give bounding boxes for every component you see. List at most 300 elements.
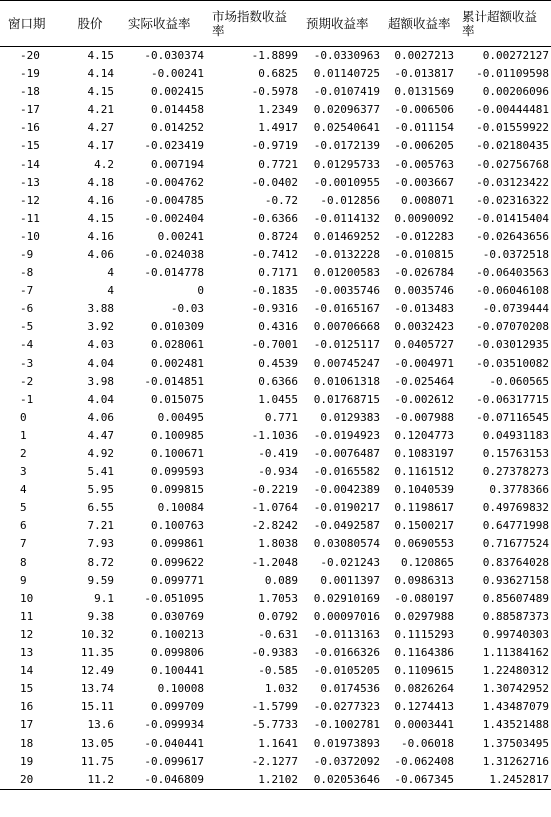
stock-price-cell: 5.41 <box>87 465 114 479</box>
market-index-return-cell: 1.7053 <box>258 591 298 605</box>
abnormal-return-cell: -0.006506 <box>394 103 454 117</box>
window-period-cell: 11 <box>20 609 34 623</box>
expected-return-cell: -0.0194923 <box>313 428 380 442</box>
window-period-cell: -12 <box>20 193 40 207</box>
cumulative-abnormal-return-cell: 1.22480312 <box>482 664 549 678</box>
market-index-return-cell: 1.0455 <box>258 392 298 406</box>
stock-price-cell: 4.16 <box>87 193 114 207</box>
market-index-return-cell: -2.8242 <box>251 519 298 533</box>
window-period-cell: 4 <box>20 483 27 497</box>
expected-return-cell: -0.0105205 <box>313 664 380 678</box>
table-row <box>0 101 551 119</box>
actual-return-cell: 0.002481 <box>151 356 204 370</box>
market-index-return-cell: 0.4539 <box>258 356 298 370</box>
table-row <box>0 572 551 590</box>
cumulative-abnormal-return-cell: 0.85607489 <box>482 591 549 605</box>
cumulative-abnormal-return-cell: -0.02316322 <box>476 193 549 207</box>
stock-price-cell: 6.55 <box>87 501 114 515</box>
cumulative-abnormal-return-cell: 1.30742952 <box>482 682 549 696</box>
header-stock-price: 股价 <box>54 1 122 47</box>
cumulative-abnormal-return-cell: 0.00206096 <box>482 85 549 99</box>
cumulative-abnormal-return-cell: -0.07070208 <box>476 320 549 334</box>
market-index-return-cell: 1.4917 <box>258 121 298 135</box>
table-row <box>0 698 551 716</box>
window-period-cell: -19 <box>20 67 40 81</box>
market-index-return-cell: 0.6366 <box>258 374 298 388</box>
window-period-cell: -20 <box>20 49 40 62</box>
window-period-cell: 6 <box>20 519 27 533</box>
table-row <box>0 771 551 790</box>
expected-return-cell: 0.02053646 <box>300 771 382 790</box>
stock-price-cell: 12.49 <box>80 664 114 678</box>
actual-return-cell: 0.099806 <box>151 646 204 660</box>
expected-return-cell: -0.0107419 <box>313 85 380 99</box>
window-period-cell: -2 <box>20 374 34 388</box>
stock-price-cell: 3.92 <box>87 320 114 334</box>
table-row <box>0 427 551 445</box>
table-row <box>0 47 551 66</box>
table-row <box>0 409 551 427</box>
abnormal-return-cell: -0.002612 <box>394 392 454 406</box>
window-period-cell: -16 <box>20 121 40 135</box>
cumulative-abnormal-return-cell: -0.06046108 <box>476 284 549 298</box>
expected-return-cell: -0.0165582 <box>313 465 380 479</box>
actual-return-cell: 0.100985 <box>151 428 204 442</box>
market-index-return-cell: -0.6366 <box>251 211 298 225</box>
expected-return-cell: -0.0042389 <box>313 483 380 497</box>
cumulative-abnormal-return-cell: 1.11384162 <box>482 646 549 660</box>
cumulative-abnormal-return-cell: 1.43521488 <box>482 718 549 732</box>
abnormal-return-cell: 0.120865 <box>401 555 454 569</box>
stock-price-cell: 13.05 <box>80 736 114 750</box>
stock-price-cell: 4.17 <box>87 139 114 153</box>
table-row <box>0 318 551 336</box>
cumulative-abnormal-return-cell: -0.00444481 <box>476 103 549 117</box>
expected-return-cell: -0.0113163 <box>313 627 380 641</box>
table-row <box>0 155 551 173</box>
table-row <box>0 517 551 535</box>
stock-price-cell: 4.27 <box>87 121 114 135</box>
abnormal-return-cell: 0.1164386 <box>394 646 454 660</box>
cumulative-abnormal-return-cell: 0.00272127 <box>482 49 549 62</box>
cumulative-abnormal-return-cell: -0.03510082 <box>476 356 549 370</box>
abnormal-return-cell: 0.1115293 <box>394 627 454 641</box>
stock-price-cell: 9.1 <box>94 591 114 605</box>
expected-return-cell: -0.0330963 <box>313 49 380 62</box>
market-index-return-cell: 1.8038 <box>258 537 298 551</box>
expected-return-cell: 0.0011397 <box>320 573 380 587</box>
expected-return-cell: 0.00745247 <box>313 356 380 370</box>
market-index-return-cell: -0.7412 <box>251 247 298 261</box>
window-period-cell: 2 <box>20 447 27 461</box>
market-index-return-cell: -0.9719 <box>251 139 298 153</box>
table-row <box>0 445 551 463</box>
stock-price-cell: 3.98 <box>87 374 114 388</box>
window-period-cell: -11 <box>20 211 40 225</box>
expected-return-cell: 0.01295733 <box>313 157 380 171</box>
expected-return-cell: -0.0190217 <box>313 501 380 515</box>
market-index-return-cell: 1.032 <box>264 682 298 696</box>
header-row <box>0 1 551 47</box>
actual-return-cell: 0.028061 <box>151 338 204 352</box>
table-row <box>0 300 551 318</box>
market-index-return-cell: -0.5978 <box>251 85 298 99</box>
header-cumulative-abnormal-return: 累计超额收益率 <box>456 1 551 47</box>
table-header <box>0 1 551 47</box>
abnormal-return-cell: 0.0003441 <box>394 718 454 732</box>
window-period-cell: 17 <box>20 718 34 732</box>
expected-return-cell: -0.0492587 <box>313 519 380 533</box>
table-row <box>0 535 551 553</box>
expected-return-cell: 0.01768715 <box>313 392 380 406</box>
stock-price-cell: 10.32 <box>80 627 114 641</box>
abnormal-return-cell: -0.013483 <box>394 302 454 316</box>
window-period-cell: -17 <box>20 103 40 117</box>
table-row <box>0 481 551 499</box>
stock-price-cell: 4.15 <box>87 85 114 99</box>
expected-return-cell: -0.0076487 <box>313 447 380 461</box>
abnormal-return-cell: 0.0690553 <box>394 537 454 551</box>
cumulative-abnormal-return-cell: -0.01109598 <box>476 67 549 81</box>
stock-price-cell: 8.72 <box>87 555 114 569</box>
market-index-return-cell: -1.8899 <box>251 49 298 62</box>
actual-return-cell: 0.014252 <box>151 121 204 135</box>
market-index-return-cell: -0.419 <box>258 447 298 461</box>
expected-return-cell: -0.0132228 <box>313 247 380 261</box>
market-index-return-cell: -0.72 <box>264 193 298 207</box>
table-row <box>0 282 551 300</box>
cumulative-abnormal-return-cell: 1.43487079 <box>482 700 549 714</box>
table-row <box>0 336 551 354</box>
table-row <box>0 590 551 608</box>
actual-return-cell: 0.010309 <box>151 320 204 334</box>
cumulative-abnormal-return-cell: -0.06317715 <box>476 392 549 406</box>
abnormal-return-cell: 0.0035746 <box>394 284 454 298</box>
window-period-cell: 14 <box>20 664 34 678</box>
abnormal-return-cell: 0.1161512 <box>394 465 454 479</box>
expected-return-cell: 0.01200583 <box>313 266 380 280</box>
market-index-return-cell: 1.2102 <box>206 771 300 790</box>
stock-price-cell: 4 <box>107 266 114 280</box>
cumulative-abnormal-return-cell: 0.15763153 <box>482 447 549 461</box>
cumulative-abnormal-return-cell: 0.49769832 <box>482 501 549 515</box>
expected-return-cell: -0.0035746 <box>313 284 380 298</box>
market-index-return-cell: 0.8724 <box>258 229 298 243</box>
table-row <box>0 734 551 752</box>
actual-return-cell: -0.030374 <box>144 49 204 62</box>
stock-price-cell: 4.21 <box>87 103 114 117</box>
table-row <box>0 554 551 572</box>
expected-return-cell: 0.01973893 <box>313 736 380 750</box>
abnormal-return-cell: 0.1083197 <box>394 447 454 461</box>
stock-price-cell: 15.11 <box>80 700 114 714</box>
cumulative-abnormal-return-cell: -0.060565 <box>489 374 549 388</box>
stock-price-cell: 4 <box>107 284 114 298</box>
header-window-period: 窗口期 <box>0 1 54 47</box>
cumulative-abnormal-return-cell: 0.3778366 <box>489 483 549 497</box>
window-period-cell: -9 <box>20 247 34 261</box>
cumulative-abnormal-return-cell: 0.99740303 <box>482 627 549 641</box>
market-index-return-cell: 0.089 <box>264 573 298 587</box>
actual-return-cell: 0.00241 <box>157 229 204 243</box>
window-period-cell: -7 <box>20 284 34 298</box>
abnormal-return-cell: -0.013817 <box>394 67 454 81</box>
cumulative-abnormal-return-cell: -0.02180435 <box>476 139 549 153</box>
stock-price-cell: 11.35 <box>80 646 114 660</box>
market-index-return-cell: -0.585 <box>258 664 298 678</box>
stock-price-cell: 4.15 <box>87 211 114 225</box>
stock-price-cell: 4.04 <box>87 392 114 406</box>
abnormal-return-cell: -0.005763 <box>394 157 454 171</box>
market-index-return-cell: -1.1036 <box>251 428 298 442</box>
abnormal-return-cell: -0.06018 <box>401 736 454 750</box>
actual-return-cell: 0.099861 <box>151 537 204 551</box>
window-period-cell: 13 <box>20 646 34 660</box>
expected-return-cell: -0.0166326 <box>313 646 380 660</box>
market-index-return-cell: -0.2219 <box>251 483 298 497</box>
window-period-cell: -1 <box>20 392 34 406</box>
stock-price-cell: 7.93 <box>87 537 114 551</box>
abnormal-return-cell: 0.0131569 <box>394 85 454 99</box>
actual-return-cell: -0.023419 <box>144 139 204 153</box>
stock-price-cell: 4.2 <box>94 157 114 171</box>
expected-return-cell: 0.00097016 <box>313 609 380 623</box>
cumulative-abnormal-return-cell: -0.02756768 <box>476 157 549 171</box>
expected-return-cell: 0.02096377 <box>313 103 380 117</box>
abnormal-return-cell: 0.1109615 <box>394 664 454 678</box>
header-market-index-return: 市场指数收益率 <box>206 1 300 47</box>
abnormal-return-cell: 0.1198617 <box>394 501 454 515</box>
cumulative-abnormal-return-cell: -0.01415404 <box>476 211 549 225</box>
cumulative-abnormal-return-cell: 1.31262716 <box>482 754 549 768</box>
abnormal-return-cell: 0.1204773 <box>394 428 454 442</box>
table-row <box>0 608 551 626</box>
actual-return-cell: 0.007194 <box>151 157 204 171</box>
abnormal-return-cell: -0.011154 <box>394 121 454 135</box>
cumulative-abnormal-return-cell: -0.0372518 <box>482 247 549 261</box>
abnormal-return-cell: -0.080197 <box>394 591 454 605</box>
window-period-cell: 5 <box>20 501 27 515</box>
actual-return-cell: -0.03 <box>170 302 204 316</box>
expected-return-cell: -0.012856 <box>320 193 380 207</box>
header-expected-return: 预期收益率 <box>300 1 382 47</box>
actual-return-cell: -0.024038 <box>144 247 204 261</box>
window-period-cell: -8 <box>20 266 34 280</box>
table-row <box>0 716 551 734</box>
actual-return-cell: 0.002415 <box>151 85 204 99</box>
actual-return-cell: 0.10084 <box>157 501 204 515</box>
window-period-cell: 16 <box>20 700 34 714</box>
window-period-cell: 19 <box>20 754 34 768</box>
abnormal-return-cell: -0.006205 <box>394 139 454 153</box>
abnormal-return-cell: -0.026784 <box>394 266 454 280</box>
cumulative-abnormal-return-cell: 1.2452817 <box>456 771 551 790</box>
expected-return-cell: -0.0165167 <box>313 302 380 316</box>
window-period-cell: -18 <box>20 85 40 99</box>
header-actual-return: 实际收益率 <box>122 1 206 47</box>
market-index-return-cell: 1.2349 <box>258 103 298 117</box>
expected-return-cell: 0.01061318 <box>313 374 380 388</box>
cumulative-abnormal-return-cell: -0.06403563 <box>476 266 549 280</box>
stock-price-cell: 4.03 <box>87 338 114 352</box>
market-index-return-cell: -2.1277 <box>251 754 298 768</box>
table-row <box>0 753 551 771</box>
market-index-return-cell: -1.5799 <box>251 700 298 714</box>
market-index-return-cell: -0.1835 <box>251 284 298 298</box>
cumulative-abnormal-return-cell: -0.02643656 <box>476 229 549 243</box>
window-period-cell: 8 <box>20 555 27 569</box>
actual-return-cell: -0.004785 <box>144 193 204 207</box>
stock-price-cell: 4.04 <box>87 356 114 370</box>
abnormal-return-cell: 0.0027213 <box>394 49 454 62</box>
cumulative-abnormal-return-cell: 0.71677524 <box>482 537 549 551</box>
market-index-return-cell: 0.0792 <box>258 609 298 623</box>
expected-return-cell: 0.0174536 <box>320 682 380 696</box>
market-index-return-cell: 0.7171 <box>258 266 298 280</box>
cumulative-abnormal-return-cell: 0.64771998 <box>482 519 549 533</box>
window-period-cell: 3 <box>20 465 27 479</box>
stock-price-cell: 9.38 <box>87 609 114 623</box>
abnormal-return-cell: 0.008071 <box>401 193 454 207</box>
abnormal-return-cell: -0.010815 <box>394 247 454 261</box>
actual-return-cell: 0.100763 <box>151 519 204 533</box>
market-index-return-cell: -1.0764 <box>251 501 298 515</box>
market-index-return-cell: -0.934 <box>258 465 298 479</box>
actual-return-cell: -0.00241 <box>151 67 204 81</box>
table-row <box>0 626 551 644</box>
expected-return-cell: 0.02540641 <box>313 121 380 135</box>
actual-return-cell: -0.040441 <box>144 736 204 750</box>
expected-return-cell: -0.021243 <box>320 555 380 569</box>
table-row <box>0 65 551 83</box>
actual-return-cell: 0.100671 <box>151 447 204 461</box>
window-period-cell: -13 <box>20 175 40 189</box>
cumulative-abnormal-return-cell: -0.03012935 <box>476 338 549 352</box>
market-index-return-cell: 0.4316 <box>258 320 298 334</box>
actual-return-cell: 0.099709 <box>151 700 204 714</box>
window-period-cell: 1 <box>20 428 27 442</box>
actual-return-cell: -0.014851 <box>144 374 204 388</box>
market-index-return-cell: -0.0402 <box>251 175 298 189</box>
actual-return-cell: 0.099771 <box>151 573 204 587</box>
abnormal-return-cell: 0.0090092 <box>394 211 454 225</box>
table-row <box>0 264 551 282</box>
abnormal-return-cell: 0.1274413 <box>394 700 454 714</box>
actual-return-cell: -0.002404 <box>144 211 204 225</box>
window-period-cell: -3 <box>20 356 34 370</box>
header-abnormal-return: 超额收益率 <box>382 1 456 47</box>
actual-return-cell: 0.00495 <box>157 410 204 424</box>
actual-return-cell: 0.099815 <box>151 483 204 497</box>
stock-price-cell: 4.47 <box>87 428 114 442</box>
cumulative-abnormal-return-cell: 0.27378273 <box>482 465 549 479</box>
window-period-cell: -10 <box>20 229 40 243</box>
abnormal-return-cell: 0.0297988 <box>394 609 454 623</box>
abnormal-return-cell: -0.067345 <box>382 771 456 790</box>
window-period-cell: -5 <box>20 320 34 334</box>
actual-return-cell: 0.099622 <box>151 555 204 569</box>
expected-return-cell: -0.0172139 <box>313 139 380 153</box>
table-row <box>0 680 551 698</box>
market-index-return-cell: -5.7733 <box>251 718 298 732</box>
table-row <box>0 228 551 246</box>
market-index-return-cell: 1.1641 <box>258 736 298 750</box>
abnormal-return-cell: -0.003667 <box>394 175 454 189</box>
stock-price-cell: 3.88 <box>87 302 114 316</box>
expected-return-cell: 0.03080574 <box>313 537 380 551</box>
expected-return-cell: 0.01469252 <box>313 229 380 243</box>
expected-return-cell: -0.0114132 <box>313 211 380 225</box>
stock-price-cell: 4.18 <box>87 175 114 189</box>
abnormal-return-cell: -0.025464 <box>394 374 454 388</box>
actual-return-cell: -0.099617 <box>144 754 204 768</box>
stock-price-cell: 9.59 <box>87 573 114 587</box>
expected-return-cell: 0.02910169 <box>313 591 380 605</box>
window-period-cell: 15 <box>20 682 34 696</box>
market-index-return-cell: -0.9383 <box>251 646 298 660</box>
table-body <box>0 47 551 790</box>
abnormal-return-cell: -0.004971 <box>394 356 454 370</box>
window-period-cell: -15 <box>20 139 40 153</box>
window-period-cell: 18 <box>20 736 34 750</box>
table-row <box>0 355 551 373</box>
table-row <box>0 391 551 409</box>
cumulative-abnormal-return-cell: -0.0739444 <box>482 302 549 316</box>
expected-return-cell: -0.0277323 <box>313 700 380 714</box>
actual-return-cell: 0.015075 <box>151 392 204 406</box>
window-period-cell: 9 <box>20 573 27 587</box>
table-row <box>0 246 551 264</box>
actual-return-cell: -0.046809 <box>122 771 206 790</box>
expected-return-cell: -0.0010955 <box>313 175 380 189</box>
market-index-return-cell: 0.771 <box>264 410 298 424</box>
actual-return-cell: 0.100213 <box>151 627 204 641</box>
abnormal-return-cell: -0.062408 <box>394 754 454 768</box>
window-period-cell: -14 <box>20 157 40 171</box>
stock-price-cell: 4.14 <box>87 67 114 81</box>
window-period-cell: 10 <box>20 591 34 605</box>
actual-return-cell: 0.099593 <box>151 465 204 479</box>
stock-price-cell: 4.15 <box>87 49 114 62</box>
table-row <box>0 119 551 137</box>
stock-price-cell: 4.92 <box>87 447 114 461</box>
table-row <box>0 662 551 680</box>
abnormal-return-cell: 0.0405727 <box>394 338 454 352</box>
window-period-cell: 0 <box>20 410 27 424</box>
cumulative-abnormal-return-cell: 0.88587373 <box>482 609 549 623</box>
cumulative-abnormal-return-cell: 0.93627158 <box>482 573 549 587</box>
table-row <box>0 499 551 517</box>
stock-price-cell: 4.06 <box>87 247 114 261</box>
market-index-return-cell: -0.7001 <box>251 338 298 352</box>
stock-price-cell: 7.21 <box>87 519 114 533</box>
market-index-return-cell: -0.631 <box>258 627 298 641</box>
stock-price-cell: 11.2 <box>54 771 122 790</box>
market-index-return-cell: 0.6825 <box>258 67 298 81</box>
abnormal-return-cell: 0.1500217 <box>394 519 454 533</box>
actual-return-cell: -0.004762 <box>144 175 204 189</box>
window-period-cell: 12 <box>20 627 34 641</box>
expected-return-cell: 0.01140725 <box>313 67 380 81</box>
abnormal-return-cell: 0.1040539 <box>394 483 454 497</box>
actual-return-cell: 0 <box>197 284 204 298</box>
expected-return-cell: 0.00706668 <box>313 320 380 334</box>
stock-price-cell: 11.75 <box>80 754 114 768</box>
cumulative-abnormal-return-cell: -0.03123422 <box>476 175 549 189</box>
stock-price-cell: 4.06 <box>87 410 114 424</box>
window-period-cell: -6 <box>20 302 34 316</box>
table-row <box>0 192 551 210</box>
